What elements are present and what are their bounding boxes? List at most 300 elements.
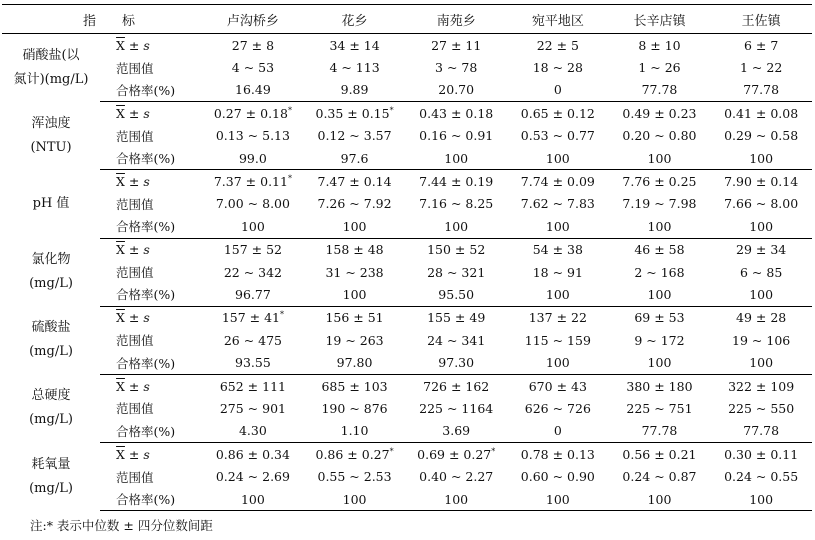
cell-value: 7.16 ~ 8.25 [419, 196, 494, 212]
cell-value: 29 ± 34 [736, 242, 787, 258]
data-cell [202, 374, 304, 397]
sub-label-range [100, 465, 202, 487]
sub-label-range [100, 397, 202, 419]
data-cell [202, 56, 304, 78]
data-cell [304, 125, 406, 147]
cell-value: 100 [647, 286, 672, 302]
sub-label-range [100, 56, 202, 78]
data-cell [304, 34, 406, 57]
sub-label-pass [100, 420, 202, 443]
table-row [2, 283, 812, 306]
cell-value: 155 ± 49 [427, 310, 486, 326]
data-cell [507, 193, 609, 215]
sub-label-text: 合格率(%) [116, 82, 176, 98]
cell-value: 100 [749, 491, 774, 507]
cell-value: 685 ± 103 [321, 378, 388, 394]
cell-value: 0.13 ~ 5.13 [215, 128, 290, 144]
cell-value: 380 ± 180 [626, 378, 693, 394]
data-cell [202, 102, 304, 125]
cell-value: 1 ~ 22 [740, 60, 783, 76]
sub-label-text: $\overline{X} \pm s$ [116, 378, 150, 394]
cell-value: 100 [342, 286, 367, 302]
data-cell [710, 56, 812, 78]
data-cell [507, 215, 609, 238]
data-cell [710, 170, 812, 193]
data-cell [202, 329, 304, 351]
cell-value: 97.80 [336, 355, 373, 371]
cell-value: 22 ± 5 [536, 37, 579, 53]
sub-label-range [100, 193, 202, 215]
table-row [2, 215, 812, 238]
cell-value: 28 ~ 321 [427, 264, 486, 280]
data-cell [507, 374, 609, 397]
cell-value: 0.60 ~ 0.90 [520, 469, 595, 485]
table-row [2, 397, 812, 419]
data-cell [609, 443, 711, 466]
cell-mark: * [287, 105, 292, 115]
data-cell [609, 306, 711, 329]
cell-value: 100 [749, 150, 774, 166]
indicator-name-line: (mg/L) [29, 276, 73, 292]
cell-value: 7.66 ~ 8.00 [724, 196, 799, 212]
cell-value: 7.00 ~ 8.00 [215, 196, 290, 212]
data-cell [507, 34, 609, 57]
cell-value: 96.77 [235, 286, 271, 302]
cell-value: 0 [553, 82, 562, 98]
cell-value: 100 [545, 218, 570, 234]
cell-value: 652 ± 111 [219, 378, 286, 394]
data-cell [507, 329, 609, 351]
cell-value: 0.41 ± 0.08 [724, 105, 799, 121]
cell-value: 100 [647, 355, 672, 371]
header-location: 长辛店镇 [609, 5, 711, 34]
cell-mark: * [389, 105, 394, 115]
cell-value: 156 ± 51 [325, 310, 384, 326]
table-row [2, 79, 812, 102]
indicator-name-line: 硝酸盐(以 [22, 47, 80, 63]
data-cell [507, 351, 609, 374]
header-location: 卢沟桥乡 [202, 5, 304, 34]
cell-value: 275 ~ 901 [219, 400, 286, 416]
cell-value: 1 ~ 26 [638, 60, 681, 76]
cell-value: 190 ~ 876 [321, 400, 388, 416]
data-cell [405, 56, 507, 78]
indicator-name [2, 170, 100, 238]
header-location: 南苑乡 [405, 5, 507, 34]
cell-value: 4 ~ 113 [329, 60, 380, 76]
data-cell [609, 261, 711, 283]
sub-label-text: 范围值 [116, 333, 154, 349]
data-cell [405, 170, 507, 193]
cell-value: 7.19 ~ 7.98 [622, 196, 697, 212]
cell-value: 0.78 ± 0.13 [520, 446, 595, 462]
indicator-name-line: (mg/L) [29, 480, 73, 496]
data-cell [405, 34, 507, 57]
cell-value: 225 ~ 1164 [419, 400, 494, 416]
cell-value: 9 ~ 172 [634, 332, 685, 348]
cell-value: 726 ± 162 [423, 378, 490, 394]
cell-value: 77.78 [743, 82, 780, 98]
data-cell [609, 351, 711, 374]
data-cell [202, 283, 304, 306]
data-cell [507, 56, 609, 78]
data-cell [507, 125, 609, 147]
data-cell [304, 351, 406, 374]
data-cell [405, 238, 507, 261]
header-location: 宛平地区 [507, 5, 609, 34]
data-cell [507, 170, 609, 193]
data-cell [304, 261, 406, 283]
data-cell [405, 261, 507, 283]
data-cell [405, 351, 507, 374]
data-cell [710, 443, 812, 466]
data-cell [304, 102, 406, 125]
data-cell [507, 147, 609, 170]
data-cell [304, 238, 406, 261]
sub-label-pass [100, 351, 202, 374]
data-cell [202, 215, 304, 238]
cell-value: 100 [342, 218, 367, 234]
data-cell [304, 488, 406, 511]
sub-label-mean [100, 306, 202, 329]
data-cell [304, 283, 406, 306]
data-cell [405, 306, 507, 329]
data-cell [202, 261, 304, 283]
data-cell [710, 125, 812, 147]
sub-label-text: 合格率(%) [116, 219, 176, 235]
cell-value: 3 ~ 78 [435, 60, 478, 76]
indicator-name-line: 硫酸盐 [31, 320, 71, 336]
cell-value: 0.16 ~ 0.91 [419, 128, 494, 144]
data-cell [609, 34, 711, 57]
table-row [2, 488, 812, 511]
cell-value: 0.86 ± 0.27 [315, 446, 390, 462]
cell-value: 7.47 ± 0.14 [317, 174, 392, 190]
data-cell [202, 170, 304, 193]
indicator-name [2, 374, 100, 442]
data-cell [609, 170, 711, 193]
data-cell [710, 34, 812, 57]
cell-value: 7.76 ± 0.25 [622, 174, 697, 190]
data-cell [304, 374, 406, 397]
cell-value: 100 [545, 150, 570, 166]
cell-value: 69 ± 53 [634, 310, 685, 326]
data-cell [710, 351, 812, 374]
data-cell [304, 465, 406, 487]
indicator-name [2, 306, 100, 374]
sub-label-range [100, 125, 202, 147]
data-cell [710, 374, 812, 397]
cell-value: 0.29 ~ 0.58 [724, 128, 799, 144]
data-cell [609, 465, 711, 487]
sub-label-text: $\overline{X} \pm s$ [116, 310, 150, 326]
cell-value: 9.89 [340, 82, 369, 98]
table-row [2, 306, 812, 329]
table-row [2, 125, 812, 147]
data-cell [202, 34, 304, 57]
table-row [2, 374, 812, 397]
cell-value: 137 ± 22 [528, 310, 587, 326]
data-cell [710, 329, 812, 351]
cell-value: 49 ± 28 [736, 310, 787, 326]
data-cell [202, 443, 304, 466]
cell-value: 93.55 [235, 355, 271, 371]
cell-value: 100 [647, 491, 672, 507]
cell-value: 100 [545, 491, 570, 507]
sub-label-text: $\overline{X} \pm s$ [116, 37, 150, 53]
data-cell [609, 238, 711, 261]
data-cell [507, 306, 609, 329]
cell-value: 100 [545, 286, 570, 302]
cell-value: 24 ~ 341 [427, 332, 486, 348]
cell-value: 95.50 [438, 286, 475, 302]
cell-value: 0.56 ± 0.21 [622, 446, 697, 462]
data-cell [609, 329, 711, 351]
indicator-name-line: (NTU) [30, 139, 72, 155]
data-cell [609, 79, 711, 102]
data-cell [710, 215, 812, 238]
cell-value: 100 [647, 150, 672, 166]
indicator-name-line: 氯化物 [31, 252, 71, 268]
data-cell [710, 238, 812, 261]
data-cell [304, 420, 406, 443]
cell-value: 100 [240, 491, 265, 507]
data-cell [507, 79, 609, 102]
cell-value: 100 [647, 218, 672, 234]
data-cell [609, 147, 711, 170]
cell-value: 20.70 [438, 82, 475, 98]
cell-value: 0.65 ± 0.12 [520, 105, 595, 121]
data-cell [304, 215, 406, 238]
cell-value: 19 ~ 106 [732, 332, 791, 348]
cell-value: 0.30 ± 0.11 [724, 446, 799, 462]
indicator-name [2, 34, 100, 102]
header-location: 花乡 [304, 5, 406, 34]
cell-value: 225 ~ 550 [728, 400, 795, 416]
cell-value: 0.20 ~ 0.80 [622, 128, 697, 144]
data-cell [202, 351, 304, 374]
cell-value: 670 ± 43 [528, 378, 587, 394]
data-cell [202, 488, 304, 511]
cell-value: 27 ± 11 [431, 37, 482, 53]
sub-label-pass [100, 79, 202, 102]
sub-label-mean [100, 170, 202, 193]
header-indicator: 指 [2, 5, 100, 34]
data-cell [304, 443, 406, 466]
data-cell [710, 465, 812, 487]
data-cell [405, 420, 507, 443]
data-cell [405, 397, 507, 419]
sub-label-text: 范围值 [116, 469, 154, 485]
header-sub: 标 [100, 5, 202, 34]
data-cell [202, 397, 304, 419]
cell-value: 1.10 [340, 423, 369, 439]
cell-value: 0.86 ± 0.34 [215, 446, 290, 462]
cell-value: 31 ~ 238 [325, 264, 384, 280]
data-cell [710, 283, 812, 306]
cell-value: 18 ~ 91 [532, 264, 583, 280]
data-cell [405, 79, 507, 102]
data-cell [202, 465, 304, 487]
cell-value: 100 [749, 218, 774, 234]
data-cell [710, 420, 812, 443]
sub-label-text: 合格率(%) [116, 151, 176, 167]
table-row [2, 34, 812, 57]
cell-mark: * [280, 310, 284, 320]
cell-value: 100 [749, 286, 774, 302]
data-cell [202, 79, 304, 102]
data-cell [304, 306, 406, 329]
cell-value: 100 [444, 491, 469, 507]
cell-value: 16.49 [235, 82, 271, 98]
data-cell [202, 238, 304, 261]
sub-label-mean [100, 34, 202, 57]
cell-mark: * [491, 446, 496, 456]
data-cell [304, 170, 406, 193]
sub-label-range [100, 261, 202, 283]
data-cell [609, 488, 711, 511]
cell-value: 6 ~ 85 [740, 264, 783, 280]
sub-label-text: 合格率(%) [116, 492, 176, 507]
cell-value: 46 ± 58 [634, 242, 685, 258]
cell-value: 7.90 ± 0.14 [724, 174, 799, 190]
cell-value: 158 ± 48 [325, 242, 384, 258]
data-cell [405, 193, 507, 215]
cell-value: 77.78 [641, 423, 678, 439]
indicator-name-line: (mg/L) [29, 412, 73, 428]
cell-value: 97.6 [340, 150, 369, 166]
cell-value: 100 [342, 491, 367, 507]
cell-value: 19 ~ 263 [325, 332, 384, 348]
cell-value: 626 ~ 726 [524, 400, 591, 416]
indicator-name [2, 443, 100, 511]
data-cell [304, 79, 406, 102]
indicator-name-line: pH 值 [32, 195, 70, 211]
data-cell [202, 306, 304, 329]
cell-value: 0.43 ± 0.18 [419, 105, 494, 121]
data-cell [202, 193, 304, 215]
sub-label-mean [100, 443, 202, 466]
cell-value: 322 ± 109 [728, 378, 795, 394]
data-cell [507, 397, 609, 419]
indicator-name-line: 总硬度 [31, 388, 71, 404]
data-cell [304, 329, 406, 351]
sub-label-text: 合格率(%) [116, 355, 176, 371]
cell-value: 0.69 ± 0.27 [417, 446, 492, 462]
cell-value: 26 ~ 475 [223, 332, 282, 348]
data-cell [405, 283, 507, 306]
data-cell [202, 147, 304, 170]
cell-value: 0.24 ~ 0.87 [622, 469, 697, 485]
cell-value: 6 ± 7 [743, 37, 779, 53]
cell-value: 0.35 ± 0.15 [315, 105, 390, 121]
table-note: 注:* 表示中位数 ± 四分位数间距 [30, 518, 213, 533]
indicator-name-line: 氮计)(mg/L) [13, 71, 89, 87]
sub-label-text: 范围值 [116, 401, 154, 417]
data-cell [507, 465, 609, 487]
cell-value: 2 ~ 168 [634, 264, 685, 280]
cell-value: 34 ± 14 [329, 37, 380, 53]
water-quality-table [2, 4, 812, 511]
data-cell [304, 147, 406, 170]
table-row [2, 102, 812, 125]
data-cell [609, 102, 711, 125]
cell-value: 8 ± 10 [638, 37, 681, 53]
table-row [2, 351, 812, 374]
data-cell [304, 56, 406, 78]
indicator-name [2, 238, 100, 306]
sub-label-text: $\overline{X} \pm s$ [116, 174, 150, 190]
cell-value: 115 ~ 159 [524, 332, 591, 348]
table-row [2, 147, 812, 170]
data-cell [405, 443, 507, 466]
cell-value: 0.27 ± 0.18 [213, 105, 288, 121]
cell-value: 100 [444, 218, 469, 234]
cell-value: 0.55 ~ 2.53 [317, 469, 392, 485]
data-cell [710, 397, 812, 419]
data-cell [507, 283, 609, 306]
sub-label-mean [100, 102, 202, 125]
table-row [2, 443, 812, 466]
indicator-name-line: 浑浊度 [31, 115, 71, 131]
data-cell [507, 420, 609, 443]
table-row [2, 193, 812, 215]
cell-value: 157 ± 41 [221, 310, 280, 326]
cell-value: 225 ~ 751 [626, 400, 693, 416]
cell-value: 77.78 [743, 423, 780, 439]
sub-label-text: 合格率(%) [116, 423, 176, 439]
cell-value: 7.37 ± 0.11 [213, 174, 288, 190]
cell-value: 100 [240, 218, 265, 234]
data-cell [710, 488, 812, 511]
indicator-name [2, 102, 100, 170]
cell-value: 4 ~ 53 [231, 60, 275, 76]
sub-label-pass [100, 215, 202, 238]
sub-label-pass [100, 488, 202, 511]
data-cell [609, 215, 711, 238]
sub-label-text: 范围值 [116, 265, 154, 281]
cell-value: 4.30 [238, 423, 267, 439]
data-cell [507, 102, 609, 125]
cell-value: 7.26 ~ 7.92 [317, 196, 392, 212]
cell-value: 0.12 ~ 3.57 [317, 128, 392, 144]
cell-value: 100 [444, 150, 469, 166]
table-row [2, 420, 812, 443]
cell-value: 18 ~ 28 [532, 60, 583, 76]
table-row [2, 329, 812, 351]
cell-value: 7.62 ~ 7.83 [520, 196, 595, 212]
sub-label-mean [100, 238, 202, 261]
data-cell [405, 488, 507, 511]
data-cell [710, 102, 812, 125]
table-row [2, 261, 812, 283]
header-location: 王佐镇 [710, 5, 812, 34]
indicator-name-line: 耗氧量 [31, 456, 71, 472]
sub-label-text: 范围值 [116, 128, 154, 144]
cell-value: 0.53 ~ 0.77 [520, 128, 595, 144]
table-row [2, 170, 812, 193]
data-cell [405, 147, 507, 170]
data-cell [710, 147, 812, 170]
cell-value: 0.49 ± 0.23 [622, 105, 697, 121]
sub-label-text: 合格率(%) [116, 287, 176, 303]
sub-label-text: $\overline{X} \pm s$ [116, 446, 150, 462]
sub-label-range [100, 329, 202, 351]
data-cell [304, 397, 406, 419]
data-cell [609, 397, 711, 419]
data-cell [609, 56, 711, 78]
cell-mark: * [389, 446, 394, 456]
